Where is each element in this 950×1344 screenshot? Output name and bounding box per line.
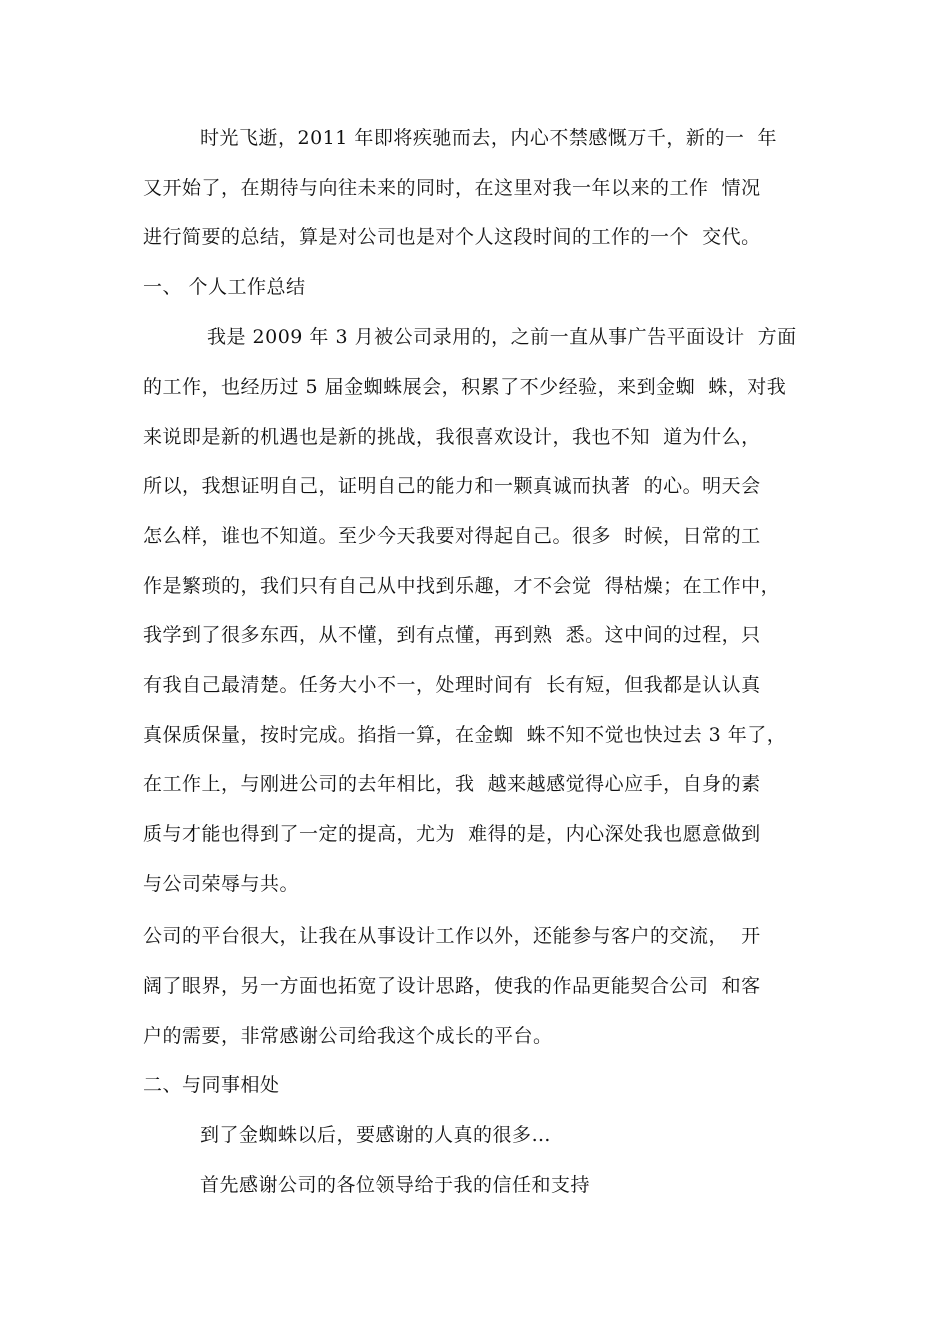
- body-line-3: 来说即是新的机遇也是新的挑战，我很喜欢设计，我也不知 道为什么，: [143, 426, 761, 448]
- body-line-1: 我是 2009 年 3 月被公司录用的，之前一直从事广告平面设计 方面: [207, 326, 797, 348]
- platform-line-2: 阔了眼界，另一方面也拓宽了设计思路，使我的作品更能契合公司 和客: [143, 975, 761, 997]
- section-heading-1: 一、 个人工作总结: [143, 276, 306, 298]
- body-line-7: 我学到了很多东西，从不懂，到有点懂，再到熟 悉。这中间的过程，只: [143, 624, 761, 646]
- body-line-12: 与公司荣辱与共。: [143, 873, 300, 895]
- body-line-9: 真保质保量，按时完成。掐指一算，在金蜘 蛛不知不觉也快过去 3 年了，: [143, 724, 787, 746]
- body-line-5: 怎么样，谁也不知道。至少今天我要对得起自己。很多 时候，日常的工: [143, 525, 761, 547]
- section-heading-2: 二、与同事相处: [143, 1074, 280, 1096]
- body-line-2: 的工作，也经历过 5 届金蜘蛛展会，积累了不少经验，来到金蜘 蛛，对我: [143, 376, 787, 398]
- intro-line-1: 时光飞逝，2011 年即将疾驰而去，内心不禁感慨万千，新的一 年: [200, 127, 777, 149]
- platform-line-1: 公司的平台很大，让我在从事设计工作以外，还能参与客户的交流， 开: [143, 925, 761, 947]
- intro-line-3: 进行简要的总结，算是对公司也是对个人这段时间的工作的一个 交代。: [143, 226, 761, 248]
- colleague-line-2: 首先感谢公司的各位领导给于我的信任和支持: [200, 1174, 591, 1196]
- body-line-6: 作是繁琐的，我们只有自己从中找到乐趣，才不会觉 得枯燥；在工作中，: [143, 575, 781, 597]
- platform-line-3: 户的需要，非常感谢公司给我这个成长的平台。: [143, 1025, 553, 1047]
- intro-line-2: 又开始了，在期待与向往未来的同时，在这里对我一年以来的工作 情况: [143, 177, 761, 199]
- body-line-11: 质与才能也得到了一定的提高，尤为 难得的是，内心深处我也愿意做到: [143, 823, 761, 845]
- body-line-8: 有我自己最清楚。任务大小不一，处理时间有 长有短，但我都是认认真: [143, 674, 761, 696]
- body-line-4: 所以，我想证明自己，证明自己的能力和一颗真诚而执著 的心。明天会: [143, 475, 761, 497]
- colleague-line-1: 到了金蜘蛛以后，要感谢的人真的很多…: [200, 1124, 552, 1146]
- body-line-10: 在工作上，与刚进公司的去年相比，我 越来越感觉得心应手，自身的素: [143, 773, 761, 795]
